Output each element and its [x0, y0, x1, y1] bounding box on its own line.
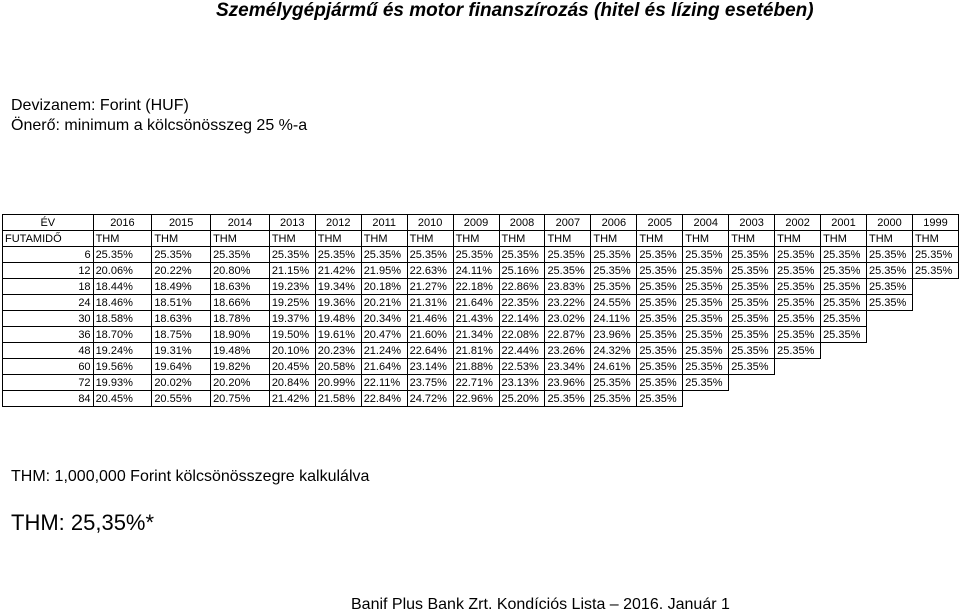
rate-cell: 19.37% [269, 311, 315, 327]
rate-cell: 25.35% [315, 247, 361, 263]
rate-cell: 25.35% [591, 247, 637, 263]
rate-cell: 25.35% [93, 247, 152, 263]
rate-cell: 25.35% [545, 263, 591, 279]
empty-cell [729, 375, 775, 391]
rate-cell: 20.45% [269, 359, 315, 375]
rate-cell: 18.75% [152, 327, 211, 343]
rate-cell: 21.24% [361, 343, 407, 359]
rate-cell: 21.43% [453, 311, 499, 327]
rate-cell: 25.20% [499, 391, 545, 407]
rate-cell: 24.11% [591, 311, 637, 327]
year-header-cell: 2000 [867, 215, 913, 231]
rate-cell: 21.58% [315, 391, 361, 407]
rate-cell: 22.08% [499, 327, 545, 343]
rate-cell: 19.25% [269, 295, 315, 311]
table-row [3, 343, 959, 359]
rate-cell: 25.35% [867, 263, 913, 279]
rate-cell: 21.42% [269, 391, 315, 407]
table-row [3, 295, 959, 311]
term-cell: 84 [3, 391, 94, 407]
rate-cell: 25.35% [637, 247, 683, 263]
rate-cell: 25.35% [591, 375, 637, 391]
table-row [3, 391, 959, 407]
empty-cell [912, 327, 958, 343]
rate-cell: 20.23% [315, 343, 361, 359]
rate-cell: 24.55% [591, 295, 637, 311]
empty-cell [775, 359, 821, 375]
thm-header-cell: THM [867, 231, 913, 247]
rate-cell: 25.35% [775, 327, 821, 343]
thm-header-cell: THM [93, 231, 152, 247]
rate-cell: 25.35% [683, 343, 729, 359]
rate-cell: 25.35% [683, 327, 729, 343]
rate-cell: 21.46% [407, 311, 453, 327]
term-cell: 36 [3, 327, 94, 343]
rate-cell: 25.35% [775, 247, 821, 263]
rate-cell: 18.46% [93, 295, 152, 311]
rate-cell: 20.34% [361, 311, 407, 327]
rate-cell: 18.63% [211, 279, 270, 295]
year-header-cell: 2011 [361, 215, 407, 231]
calculation-note: THM: 1,000,000 Forint kölcsönösszegre kalkulálva [11, 468, 370, 485]
rate-cell: 25.35% [637, 311, 683, 327]
rate-cell: 18.49% [152, 279, 211, 295]
rate-cell: 22.87% [545, 327, 591, 343]
rate-cell: 20.22% [152, 263, 211, 279]
year-header-cell: 2009 [453, 215, 499, 231]
empty-cell [821, 375, 867, 391]
rate-cell: 25.35% [407, 247, 453, 263]
term-cell: 18 [3, 279, 94, 295]
term-cell: 24 [3, 295, 94, 311]
rate-cell: 21.31% [407, 295, 453, 311]
rate-cell: 19.48% [315, 311, 361, 327]
table-row [3, 375, 959, 391]
rate-cell: 25.35% [821, 247, 867, 263]
rate-cell: 20.20% [211, 375, 270, 391]
rate-cell: 22.64% [407, 343, 453, 359]
empty-cell [912, 343, 958, 359]
thm-header-cell: THM [683, 231, 729, 247]
thm-header-cell: THM [545, 231, 591, 247]
rate-cell: 21.60% [407, 327, 453, 343]
rate-cell: 24.72% [407, 391, 453, 407]
rate-cell: 23.83% [545, 279, 591, 295]
rate-cell: 18.78% [211, 311, 270, 327]
rate-cell: 21.95% [361, 263, 407, 279]
table-row [3, 263, 959, 279]
year-header-cell: 2012 [315, 215, 361, 231]
empty-cell [912, 391, 958, 407]
rate-cell: 25.35% [729, 359, 775, 375]
rate-cell: 24.11% [453, 263, 499, 279]
term-cell: 30 [3, 311, 94, 327]
rate-cell: 20.06% [93, 263, 152, 279]
rate-cell: 20.80% [211, 263, 270, 279]
rate-cell: 22.11% [361, 375, 407, 391]
rate-cell: 20.47% [361, 327, 407, 343]
rate-cell: 25.35% [821, 279, 867, 295]
year-header-cell: 2016 [93, 215, 152, 231]
thm-table [2, 214, 959, 407]
empty-cell [775, 375, 821, 391]
rate-cell: 18.66% [211, 295, 270, 311]
rate-cell: 20.10% [269, 343, 315, 359]
currency-line: Devizanem: Forint (HUF) [11, 97, 189, 114]
rate-cell: 21.42% [315, 263, 361, 279]
rate-cell: 22.18% [453, 279, 499, 295]
rate-cell: 25.35% [821, 295, 867, 311]
rate-cell: 25.16% [499, 263, 545, 279]
rate-cell: 20.55% [152, 391, 211, 407]
table-row [3, 279, 959, 295]
rate-cell: 23.96% [545, 375, 591, 391]
rate-cell: 22.14% [499, 311, 545, 327]
rate-cell: 20.18% [361, 279, 407, 295]
year-header-cell: 2006 [591, 215, 637, 231]
rate-cell: 25.35% [637, 343, 683, 359]
rate-cell: 20.45% [93, 391, 152, 407]
term-cell: 60 [3, 359, 94, 375]
thm-header-cell: THM [407, 231, 453, 247]
rate-cell: 23.75% [407, 375, 453, 391]
rate-cell: 25.35% [637, 263, 683, 279]
thm-header-cell: THM [361, 231, 407, 247]
rate-cell: 19.31% [152, 343, 211, 359]
rate-cell: 25.35% [361, 247, 407, 263]
page-title: Személygépjármű és motor finanszírozás (hitel és lízing esetében) [216, 0, 814, 21]
rate-cell: 22.86% [499, 279, 545, 295]
rate-cell: 25.35% [683, 263, 729, 279]
rate-cell: 25.35% [211, 247, 270, 263]
empty-cell [912, 359, 958, 375]
year-header-cell: 2003 [729, 215, 775, 231]
rate-cell: 22.35% [499, 295, 545, 311]
rate-cell: 25.35% [729, 247, 775, 263]
year-header-cell: 2008 [499, 215, 545, 231]
empty-cell [821, 343, 867, 359]
rate-cell: 25.35% [453, 247, 499, 263]
empty-cell [867, 359, 913, 375]
empty-cell [912, 375, 958, 391]
rate-cell: 25.35% [729, 343, 775, 359]
rate-cell: 25.35% [637, 391, 683, 407]
rate-cell: 25.35% [591, 279, 637, 295]
rate-cell: 18.70% [93, 327, 152, 343]
year-header-cell: 2015 [152, 215, 211, 231]
empty-cell [683, 391, 729, 407]
year-header-cell: 2010 [407, 215, 453, 231]
rate-cell: 19.93% [93, 375, 152, 391]
rate-cell: 22.84% [361, 391, 407, 407]
rate-cell: 23.02% [545, 311, 591, 327]
thm-header-cell: THM [499, 231, 545, 247]
thm-summary: THM: 25,35%* [11, 510, 155, 535]
term-cell: 72 [3, 375, 94, 391]
rate-cell: 21.64% [361, 359, 407, 375]
rate-cell: 25.35% [775, 295, 821, 311]
rate-cell: 25.35% [637, 327, 683, 343]
year-header-cell: 2001 [821, 215, 867, 231]
rate-cell: 25.35% [499, 247, 545, 263]
thm-header-cell: THM [152, 231, 211, 247]
table-row [3, 327, 959, 343]
rate-cell: 25.35% [545, 391, 591, 407]
year-header-cell: 2002 [775, 215, 821, 231]
rate-cell: 21.27% [407, 279, 453, 295]
empty-cell [867, 343, 913, 359]
year-header-cell: 2014 [211, 215, 270, 231]
rate-cell: 20.99% [315, 375, 361, 391]
rate-cell: 19.34% [315, 279, 361, 295]
rate-cell: 25.35% [775, 279, 821, 295]
table-row [3, 359, 959, 375]
rate-cell: 20.02% [152, 375, 211, 391]
rate-cell: 19.61% [315, 327, 361, 343]
empty-cell [912, 311, 958, 327]
rate-cell: 19.50% [269, 327, 315, 343]
rate-cell: 22.63% [407, 263, 453, 279]
thm-header-cell: THM [912, 231, 958, 247]
rate-cell: 25.35% [775, 263, 821, 279]
thm-header-cell: THM [453, 231, 499, 247]
year-header-row [3, 215, 959, 231]
rate-cell: 25.35% [729, 327, 775, 343]
rate-cell: 19.82% [211, 359, 270, 375]
rate-cell: 25.35% [729, 263, 775, 279]
year-header-cell: 2007 [545, 215, 591, 231]
rate-cell: 21.88% [453, 359, 499, 375]
table-row [3, 247, 959, 263]
thm-table-body [3, 215, 959, 407]
empty-cell [821, 359, 867, 375]
rate-cell: 24.32% [591, 343, 637, 359]
rate-cell: 25.35% [729, 279, 775, 295]
rate-cell: 21.15% [269, 263, 315, 279]
rate-cell: 23.96% [591, 327, 637, 343]
rate-cell: 25.35% [683, 295, 729, 311]
empty-cell [867, 375, 913, 391]
empty-cell [867, 311, 913, 327]
rate-cell: 23.22% [545, 295, 591, 311]
rate-cell: 25.35% [821, 311, 867, 327]
rate-cell: 18.51% [152, 295, 211, 311]
thm-header-cell: THM [211, 231, 270, 247]
empty-cell [867, 327, 913, 343]
rate-cell: 18.58% [93, 311, 152, 327]
rate-cell: 25.35% [912, 263, 958, 279]
rate-cell: 19.64% [152, 359, 211, 375]
term-cell: 12 [3, 263, 94, 279]
rate-cell: 19.56% [93, 359, 152, 375]
rate-cell: 25.35% [912, 247, 958, 263]
rate-cell: 25.35% [683, 279, 729, 295]
rate-cell: 25.35% [867, 247, 913, 263]
term-cell: 48 [3, 343, 94, 359]
year-header-cell: 2013 [269, 215, 315, 231]
rate-cell: 25.35% [729, 311, 775, 327]
rate-cell: 22.44% [499, 343, 545, 359]
rate-cell: 22.53% [499, 359, 545, 375]
rate-cell: 20.84% [269, 375, 315, 391]
table-row [3, 311, 959, 327]
rate-cell: 25.35% [683, 311, 729, 327]
rate-cell: 25.35% [821, 263, 867, 279]
rate-cell: 24.61% [591, 359, 637, 375]
rate-cell: 25.35% [637, 375, 683, 391]
rate-cell: 25.35% [545, 247, 591, 263]
rate-cell: 25.35% [867, 279, 913, 295]
rate-cell: 20.75% [211, 391, 270, 407]
empty-cell [912, 295, 958, 311]
rate-cell: 25.35% [775, 343, 821, 359]
rate-cell: 25.35% [269, 247, 315, 263]
own-funds-line: Önerő: minimum a kölcsönösszeg 25 %-a [11, 117, 308, 134]
footer-source: Banif Plus Bank Zrt. Kondíciós Lista – 2016. Január 1 [351, 596, 730, 613]
rate-cell: 18.44% [93, 279, 152, 295]
rate-cell: 25.35% [637, 295, 683, 311]
rate-cell: 22.96% [453, 391, 499, 407]
empty-cell [821, 391, 867, 407]
rate-cell: 21.34% [453, 327, 499, 343]
rate-cell: 25.35% [683, 359, 729, 375]
rate-cell: 23.13% [499, 375, 545, 391]
term-header-label: FUTAMIDŐ [3, 231, 94, 247]
rate-cell: 22.71% [453, 375, 499, 391]
rate-cell: 19.24% [93, 343, 152, 359]
rate-cell: 21.64% [453, 295, 499, 311]
thm-header-row [3, 231, 959, 247]
rate-cell: 25.35% [867, 295, 913, 311]
rate-cell: 25.35% [591, 391, 637, 407]
rate-cell: 25.35% [591, 263, 637, 279]
rate-cell: 25.35% [152, 247, 211, 263]
rate-cell: 25.35% [729, 295, 775, 311]
thm-header-cell: THM [315, 231, 361, 247]
rate-cell: 25.35% [775, 311, 821, 327]
rate-cell: 21.81% [453, 343, 499, 359]
year-header-cell: 1999 [912, 215, 958, 231]
rate-cell: 20.58% [315, 359, 361, 375]
term-cell: 6 [3, 247, 94, 263]
rate-cell: 25.35% [821, 327, 867, 343]
rate-cell: 23.34% [545, 359, 591, 375]
year-header-cell: 2005 [637, 215, 683, 231]
rate-cell: 25.35% [637, 279, 683, 295]
rate-cell: 25.35% [683, 247, 729, 263]
rate-cell: 19.36% [315, 295, 361, 311]
rate-cell: 18.90% [211, 327, 270, 343]
thm-header-cell: THM [775, 231, 821, 247]
thm-header-cell: THM [269, 231, 315, 247]
rate-cell: 25.35% [683, 375, 729, 391]
rate-cell: 19.23% [269, 279, 315, 295]
empty-cell [912, 279, 958, 295]
thm-header-cell: THM [637, 231, 683, 247]
rate-cell: 18.63% [152, 311, 211, 327]
rate-cell: 23.14% [407, 359, 453, 375]
thm-header-cell: THM [591, 231, 637, 247]
rate-cell: 25.35% [637, 359, 683, 375]
thm-header-cell: THM [821, 231, 867, 247]
empty-cell [867, 391, 913, 407]
rate-cell: 23.26% [545, 343, 591, 359]
rate-cell: 19.48% [211, 343, 270, 359]
thm-header-cell: THM [729, 231, 775, 247]
rate-cell: 20.21% [361, 295, 407, 311]
empty-cell [775, 391, 821, 407]
year-header-label: ÉV [3, 215, 94, 231]
empty-cell [729, 391, 775, 407]
year-header-cell: 2004 [683, 215, 729, 231]
